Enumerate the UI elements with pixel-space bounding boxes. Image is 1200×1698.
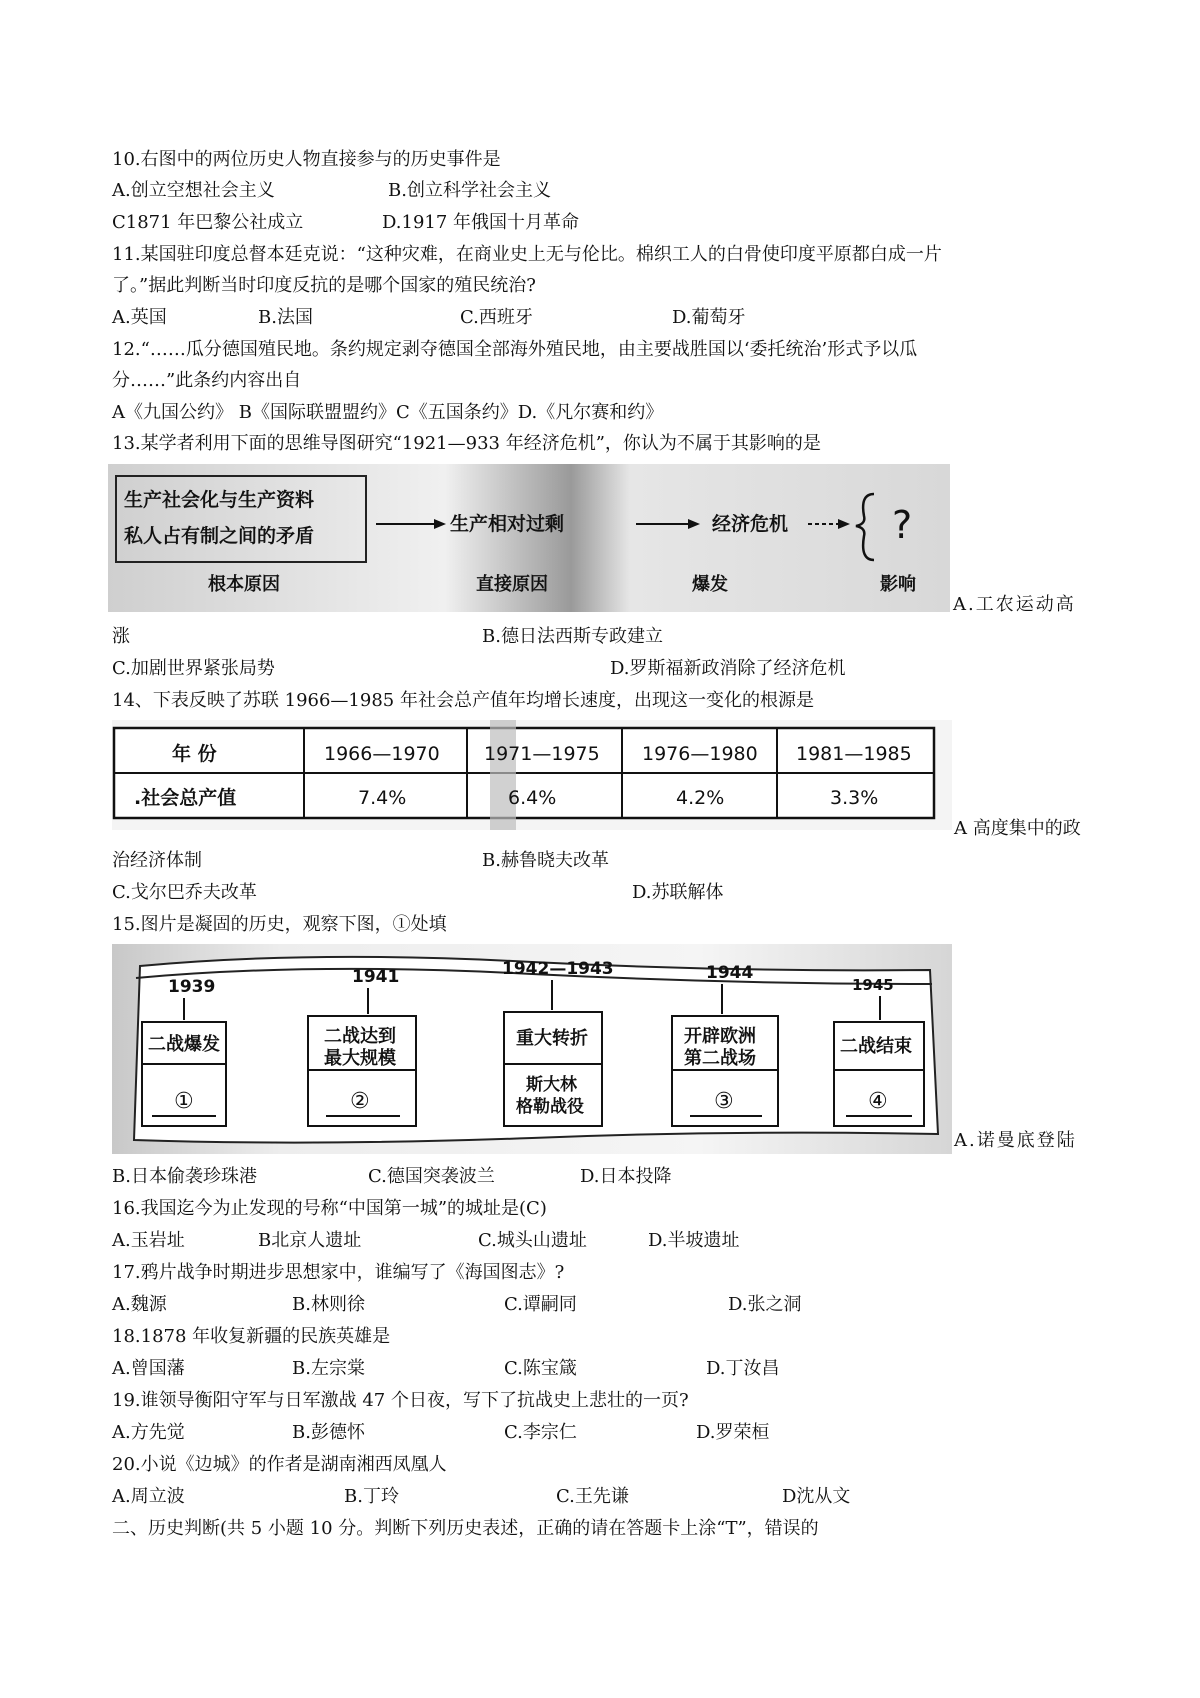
q16-option-d: D.半坡遗址	[648, 1230, 740, 1251]
mindmap-label-outbreak: 爆发	[692, 574, 728, 595]
timeline-event-4-line1: 开辟欧洲	[684, 1026, 756, 1047]
q15-option-d: D.日本投降	[580, 1166, 672, 1187]
timeline-event-3: 重大转折	[516, 1028, 588, 1049]
timeline-event-2-line1: 二战达到	[324, 1026, 396, 1047]
q19-option-a: A.方先觉	[112, 1422, 185, 1443]
timeline-event-1: 二战爆发	[148, 1034, 220, 1055]
q11-stem-line1: 11.某国驻印度总督本廷克说：“这种灾难，在商业史上无与伦比。棉织工人的白骨使印度平原都白成一片	[112, 244, 942, 265]
q14-option-a-part1: A 高度集中的政	[954, 818, 1081, 839]
timeline-year-1939: 1939	[168, 977, 216, 997]
table-header-period3: 1976—1980	[642, 743, 758, 765]
q11-stem-line2: 了。”据此判断当时印度反抗的是哪个国家的殖民统治?	[112, 275, 536, 296]
section-2-heading: 二、历史判断(共 5 小题 10 分。判断下列历史表述，正确的请在答题卡上涂“T”，错误的	[112, 1518, 819, 1539]
mindmap-label-root-cause: 根本原因	[208, 574, 280, 595]
q13-option-c: C.加剧世界紧张局势	[112, 658, 275, 679]
q19-option-b: B.彭德怀	[292, 1422, 365, 1443]
q14-option-b: B.赫鲁晓夫改革	[482, 850, 609, 871]
timeline-year-1945: 1945	[852, 976, 894, 994]
timeline-event-4-line2: 第二战场	[684, 1048, 756, 1069]
q13-option-a-part2: 涨	[112, 626, 130, 647]
mindmap-label-impact: 影响	[880, 574, 916, 595]
timeline-year-1944: 1944	[706, 963, 754, 983]
q18-option-c: C.陈宝箴	[504, 1358, 577, 1379]
q20-option-a: A.周立波	[112, 1486, 185, 1507]
table-value-period2: 6.4%	[508, 787, 557, 809]
q14-stem: 14、下表反映了苏联 1966—1985 年社会总产值年均增长速度，出现这一变化的根源是	[112, 690, 814, 711]
q14-option-c: C.戈尔巴乔夫改革	[112, 882, 257, 903]
q15-stem: 15.图片是凝固的历史，观察下图，①处填	[112, 914, 447, 935]
q11-option-b: B.法国	[258, 307, 313, 328]
table-header-period4: 1981—1985	[796, 743, 912, 765]
q16-option-b: B北京人遗址	[258, 1230, 362, 1251]
q19-option-d: D.罗荣桓	[696, 1422, 770, 1443]
timeline-year-1941: 1941	[352, 967, 400, 987]
q12-stem-line2: 分……”此条约内容出自	[112, 370, 302, 391]
q10-option-c: C1871 年巴黎公社成立	[112, 212, 304, 233]
q11-option-d: D.葡萄牙	[672, 307, 746, 328]
q18-option-a: A.曾国藩	[112, 1358, 185, 1379]
q16-option-c: C.城头山遗址	[478, 1230, 587, 1251]
mindmap-box-line2: 私人占有制之间的矛盾	[124, 525, 315, 547]
q13-mindmap-figure	[108, 464, 950, 612]
table-header-year: 年 份	[172, 743, 217, 765]
timeline-svg	[112, 944, 952, 1154]
mindmap-question-mark: ?	[892, 503, 913, 547]
q17-stem: 17.鸦片战争时期进步思想家中，谁编写了《海国图志》?	[112, 1262, 565, 1283]
timeline-year-1942-1943: 1942—1943	[502, 959, 614, 979]
q17-option-c: C.谭嗣同	[504, 1294, 577, 1315]
q17-option-a: A.魏源	[112, 1294, 167, 1315]
q12-options: A《九国公约》 B《国际联盟盟约》C《五国条约》D.《凡尔赛和约》	[112, 402, 664, 423]
q11-option-c: C.西班牙	[460, 307, 533, 328]
q12-stem-line1: 12.“……瓜分德国殖民地。条约规定剥夺德国全部海外殖民地，由主要战胜国以‘委托统治’形式予以瓜	[112, 339, 918, 360]
table-header-period2: 1971—1975	[484, 743, 600, 765]
q15-option-b: B.日本偷袭珍珠港	[112, 1166, 257, 1187]
timeline-blank-4: ④	[868, 1089, 888, 1114]
q13-stem: 13.某学者利用下面的思维导图研究“1921—933 年经济危机”，你认为不属于其影响的是	[112, 433, 821, 454]
q15-timeline-figure	[112, 944, 952, 1154]
table-value-period1: 7.4%	[358, 787, 407, 809]
timeline-event-5: 二战结束	[840, 1036, 912, 1057]
q20-option-b: B.丁玲	[344, 1486, 399, 1507]
q10-option-d: D.1917 年俄国十月革命	[382, 212, 580, 233]
q13-option-b: B.德日法西斯专政建立	[482, 626, 663, 647]
mindmap-step2: 生产相对过剩	[450, 513, 565, 535]
q10-stem: 10.右图中的两位历史人物直接参与的历史事件是	[112, 149, 501, 170]
q19-option-c: C.李宗仁	[504, 1422, 577, 1443]
q16-option-a: A.玉岩址	[112, 1230, 185, 1251]
q13-option-a-part1: A.工农运动高	[953, 594, 1076, 615]
q18-stem: 18.1878 年收复新疆的民族英雄是	[112, 1326, 391, 1347]
timeline-blank-2: ②	[350, 1089, 370, 1114]
q17-option-b: B.林则徐	[292, 1294, 365, 1315]
table-row-label: .社会总产值	[134, 787, 237, 809]
table-svg	[112, 720, 952, 830]
table-value-period3: 4.2%	[676, 787, 725, 809]
mindmap-label-direct-cause: 直接原因	[476, 574, 548, 595]
timeline-event-3-battle-line1: 斯大林	[526, 1075, 577, 1095]
q19-stem: 19.谁领导衡阳守军与日军激战 47 个日夜，写下了抗战史上悲壮的一页?	[112, 1390, 689, 1411]
mindmap-svg	[108, 464, 950, 612]
timeline-event-2-line2: 最大规模	[324, 1048, 396, 1069]
timeline-event-3-battle-line2: 格勒战役	[516, 1097, 584, 1117]
table-header-period1: 1966—1970	[324, 743, 440, 765]
table-value-period4: 3.3%	[830, 787, 879, 809]
q14-option-d: D.苏联解体	[632, 882, 724, 903]
q10-option-a: A.创立空想社会主义	[112, 180, 275, 201]
q16-stem: 16.我国迄今为止发现的号称“中国第一城”的城址是(C)	[112, 1198, 547, 1219]
q18-option-b: B.左宗棠	[292, 1358, 365, 1379]
q15-option-a: A.诺曼底登陆	[954, 1130, 1077, 1151]
q20-stem: 20.小说《边城》的作者是湖南湘西凤凰人	[112, 1454, 447, 1475]
mindmap-step3: 经济危机	[712, 513, 789, 535]
q20-option-c: C.王先谦	[556, 1486, 629, 1507]
q10-option-b: B.创立科学社会主义	[388, 180, 551, 201]
q18-option-d: D.丁汝昌	[706, 1358, 780, 1379]
q20-option-d: D沈从文	[782, 1486, 851, 1507]
timeline-blank-3: ③	[714, 1089, 734, 1114]
q11-option-a: A.英国	[112, 307, 167, 328]
timeline-blank-1: ①	[174, 1089, 194, 1114]
mindmap-box-line1: 生产社会化与生产资料	[124, 489, 315, 511]
q14-table-figure	[112, 720, 952, 830]
q17-option-d: D.张之洞	[728, 1294, 802, 1315]
q14-option-a-part2: 治经济体制	[112, 850, 202, 871]
q13-option-d: D.罗斯福新政消除了经济危机	[610, 658, 846, 679]
q15-option-c: C.德国突袭波兰	[368, 1166, 495, 1187]
